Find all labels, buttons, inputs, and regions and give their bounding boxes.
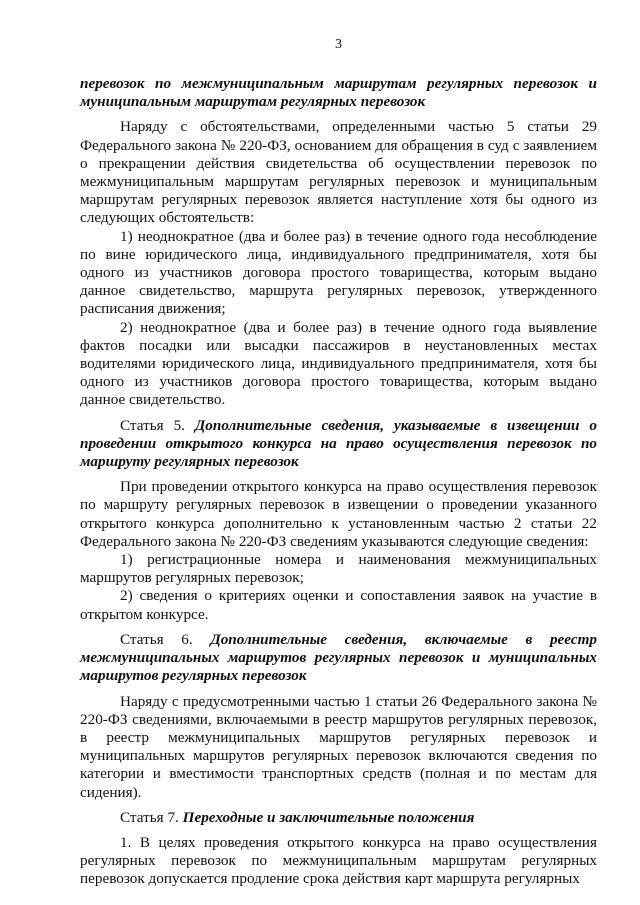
article-5-prefix: Статья 5. [120,416,195,434]
article-5-heading [80,417,597,472]
article-5-title: Дополнительные сведения, указываемые в извещении о проведении открытого конкурса на право осуществления перевозок по маршруту регулярных перевозок [80,416,597,471]
article-7-title: Переходные и заключительные положения [182,808,475,826]
paragraph: Наряду с предусмотренными частью 1 статьи 26 Федерального закона № 220-ФЗ сведениями, включаемыми в реестр маршрутов регулярных перевозок, в реестр межмуниципальных маршрутов регулярных перевозок и муниципальных маршрутов регулярных перевозок включаются сведения по категории и вместимости транспортных средств (полная и по местам для сидения). [80,692,597,801]
article-6-heading [80,631,597,686]
article-heading-continuation: перевозок по межмуниципальным маршрутам регулярных перевозок и муниципальным маршрутам регулярных перевозок [80,75,597,111]
paragraph: Наряду с обстоятельствами, определенными частью 5 статьи 29 Федерального закона № 220-ФЗ, основанием для обращения в суд с заявлением о прекращении действия свидетельства об осуществлении перевозок по межмуниципальным маршрутам регулярных перевозок и муниципальным маршрутам регулярных перевозок является наступление хотя бы одного из следующих обстоятельств: [80,118,597,227]
list-item: 2) неоднократное (два и более раз) в течение одного года выявление фактов посадки или высадки пассажиров в неустановленных местах водителями юридического лица, индивидуального предпринимателя, хотя бы одного из участников договора простого товарищества, которым выдано данное свидетельство. [80,318,597,409]
list-item: 1) неоднократное (два и более раз) в течение одного года несоблюдение по вине юридического лица, индивидуального предпринимателя, хотя бы одного из участников договора простого товарищества, которым выдано данное свидетельство, маршрута регулярных перевозок, утвержденного расписания движения; [80,227,597,318]
article-7-heading [80,809,597,827]
list-item: 1) регистрационные номера и наименования межмуниципальных маршрутов регулярных перевозок; [80,551,597,587]
article-7-prefix: Статья 7. [120,808,183,826]
document-body [80,75,597,889]
list-item: 2) сведения о критериях оценки и сопоставления заявок на участие в открытом конкурсе. [80,587,597,623]
paragraph: 1. В целях проведения открытого конкурса на право осуществления регулярных перевозок по межмуниципальным маршрутам регулярных перевозок допускается продление срока действия карт маршрута регулярных [80,833,597,888]
article-6-title: Дополнительные сведения, включаемые в реестр межмуниципальных маршрутов регулярных перевозок и муниципальных маршрутов регулярных перевозок [80,630,597,685]
article-6-prefix: Статья 6. [120,630,211,648]
page-number: 3 [335,37,342,52]
paragraph: При проведении открытого конкурса на право осуществления перевозок по маршруту регулярных перевозок в извещении о проведении указанного открытого конкурса дополнительно к установленным частью 2 статьи 22 Федерального закона № 220-ФЗ сведениям указываются следующие сведения: [80,478,597,550]
